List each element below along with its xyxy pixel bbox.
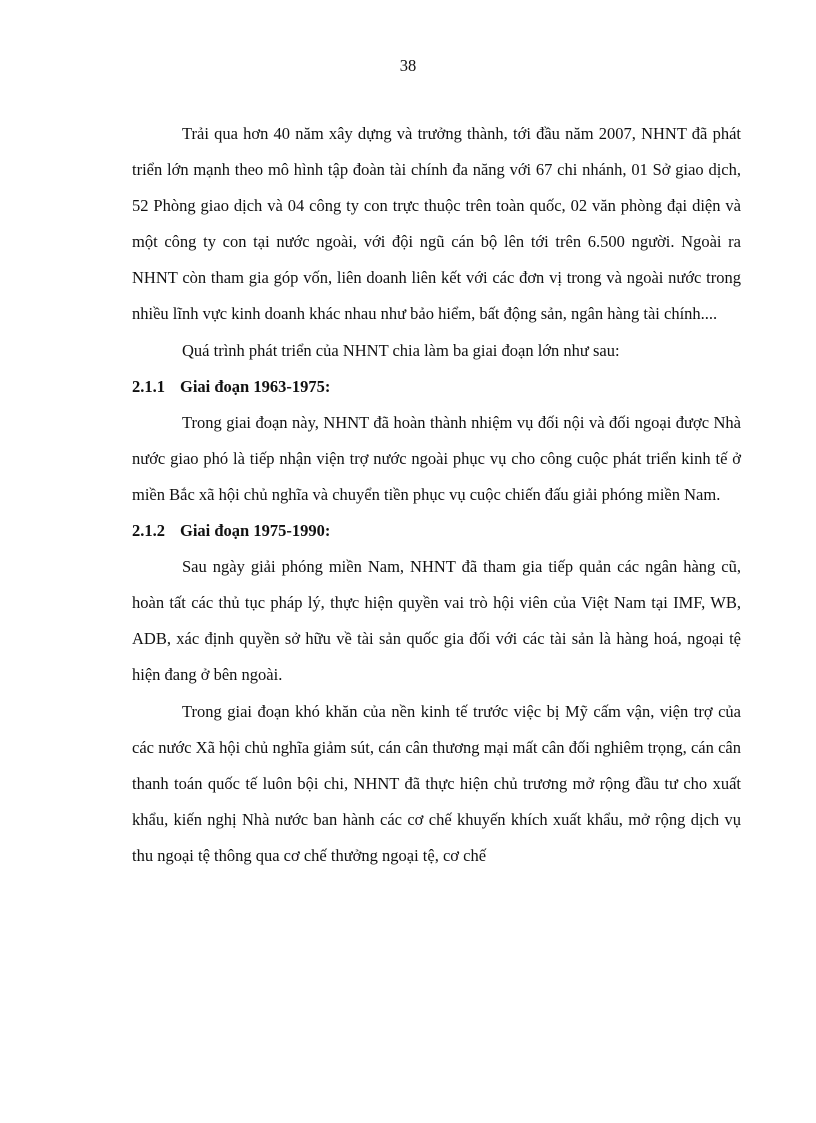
section-heading-2-1-2 <box>132 513 741 549</box>
section-title: Giai đoạn 1975-1990: <box>180 521 331 541</box>
paragraph-stages-intro: Quá trình phát triển của NHNT chia làm ba giai đoạn lớn như sau: <box>182 340 620 360</box>
paragraph-1975-1990-a: Sau ngày giải phóng miền Nam, NHNT đã tham gia tiếp quản các ngân hàng cũ, hoàn tất các thủ tục pháp lý, thực hiện quyền vai trò hội viên của Việt Nam tại IMF, WB, ADB, xác định quyền sở hữu về tài sản quốc gia đối với các tài sản là hàng hoá, ngoại tệ hiện đang ở bên ngoài. <box>132 557 741 685</box>
page-number: 38 <box>399 56 417 75</box>
section-title: Giai đoạn 1963-1975: <box>180 376 331 396</box>
paragraph-1975-1990-b: Trong giai đoạn khó khăn của nền kinh tế trước việc bị Mỹ cấm vận, viện trợ của các nước Xã hội chủ nghĩa giảm sút, cán cân thương mại mất cân đối nghiêm trọng, cán cân thanh toán quốc tế luôn bội chi, NHNT đã thực hiện chủ trương mở rộng đầu tư cho xuất khẩu, kiến nghị Nhà nước ban hành các cơ chế khuyến khích xuất khẩu, mở rộng dịch vụ thu ngoại tệ thông qua cơ chế thưởng ngoại tệ, cơ chế <box>132 701 741 865</box>
section-heading-2-1-1 <box>132 369 741 405</box>
section-number: 2.1.2 <box>132 521 165 541</box>
paragraph-1963-1975: Trong giai đoạn này, NHNT đã hoàn thành nhiệm vụ đối nội và đối ngoại được Nhà nước giao phó là tiếp nhận viện trợ nước ngoài phục vụ cho công cuộc phát triển kinh tế ở miền Bắc xã hội chủ nghĩa và chuyển tiền phục vụ cuộc chiến đấu giải phóng miền Nam. <box>132 412 741 504</box>
paragraph-overview: Trải qua hơn 40 năm xây dựng và trưởng thành, tới đầu năm 2007, NHNT đã phát triển lớn mạnh theo mô hình tập đoàn tài chính đa năng với 67 chi nhánh, 01 Sở giao dịch, 52 Phòng giao dịch và 04 công ty con trực thuộc trên toàn quốc, 02 văn phòng đại diện và một công ty con tại nước ngoài, với đội ngũ cán bộ lên tới trên 6.500 người. Ngoài ra NHNT còn tham gia góp vốn, liên doanh liên kết với các đơn vị trong và ngoài nước trong nhiều lĩnh vực kinh doanh khác nhau như bảo hiểm, bất động sản, ngân hàng tài chính.... <box>132 124 741 324</box>
section-number: 2.1.1 <box>132 376 165 396</box>
page-body <box>132 116 741 874</box>
